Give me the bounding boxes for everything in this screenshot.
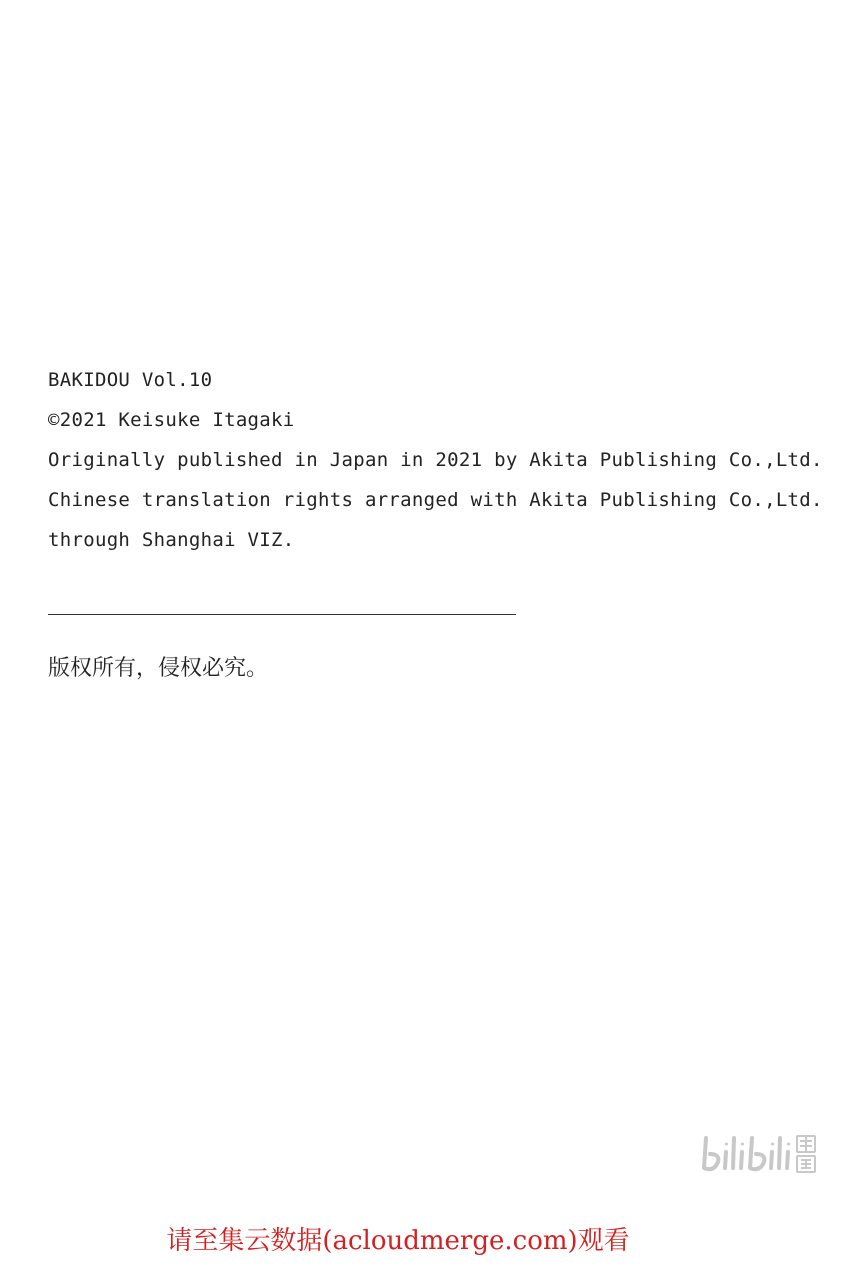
- rights-notice: 版权所有，侵权必究。: [48, 656, 269, 681]
- copyright-title-line: BAKIDOU Vol.10: [48, 369, 213, 391]
- section-divider: [48, 614, 516, 615]
- bilibili-manga-logo-icon: [700, 1132, 818, 1176]
- copyright-author-line: ©2021 Keisuke Itagaki: [48, 409, 295, 431]
- footer-notice: 请至集云数据(acloudmerge.com)观看: [166, 1226, 630, 1256]
- copyright-agent-line: through Shanghai VIZ.: [48, 529, 295, 551]
- copyright-translation-line: Chinese translation rights arranged with Akita Publishing Co.,Ltd.: [48, 489, 823, 511]
- copyright-block: [48, 360, 823, 560]
- copyright-origin-line: Originally published in Japan in 2021 by Akita Publishing Co.,Ltd.: [48, 449, 823, 471]
